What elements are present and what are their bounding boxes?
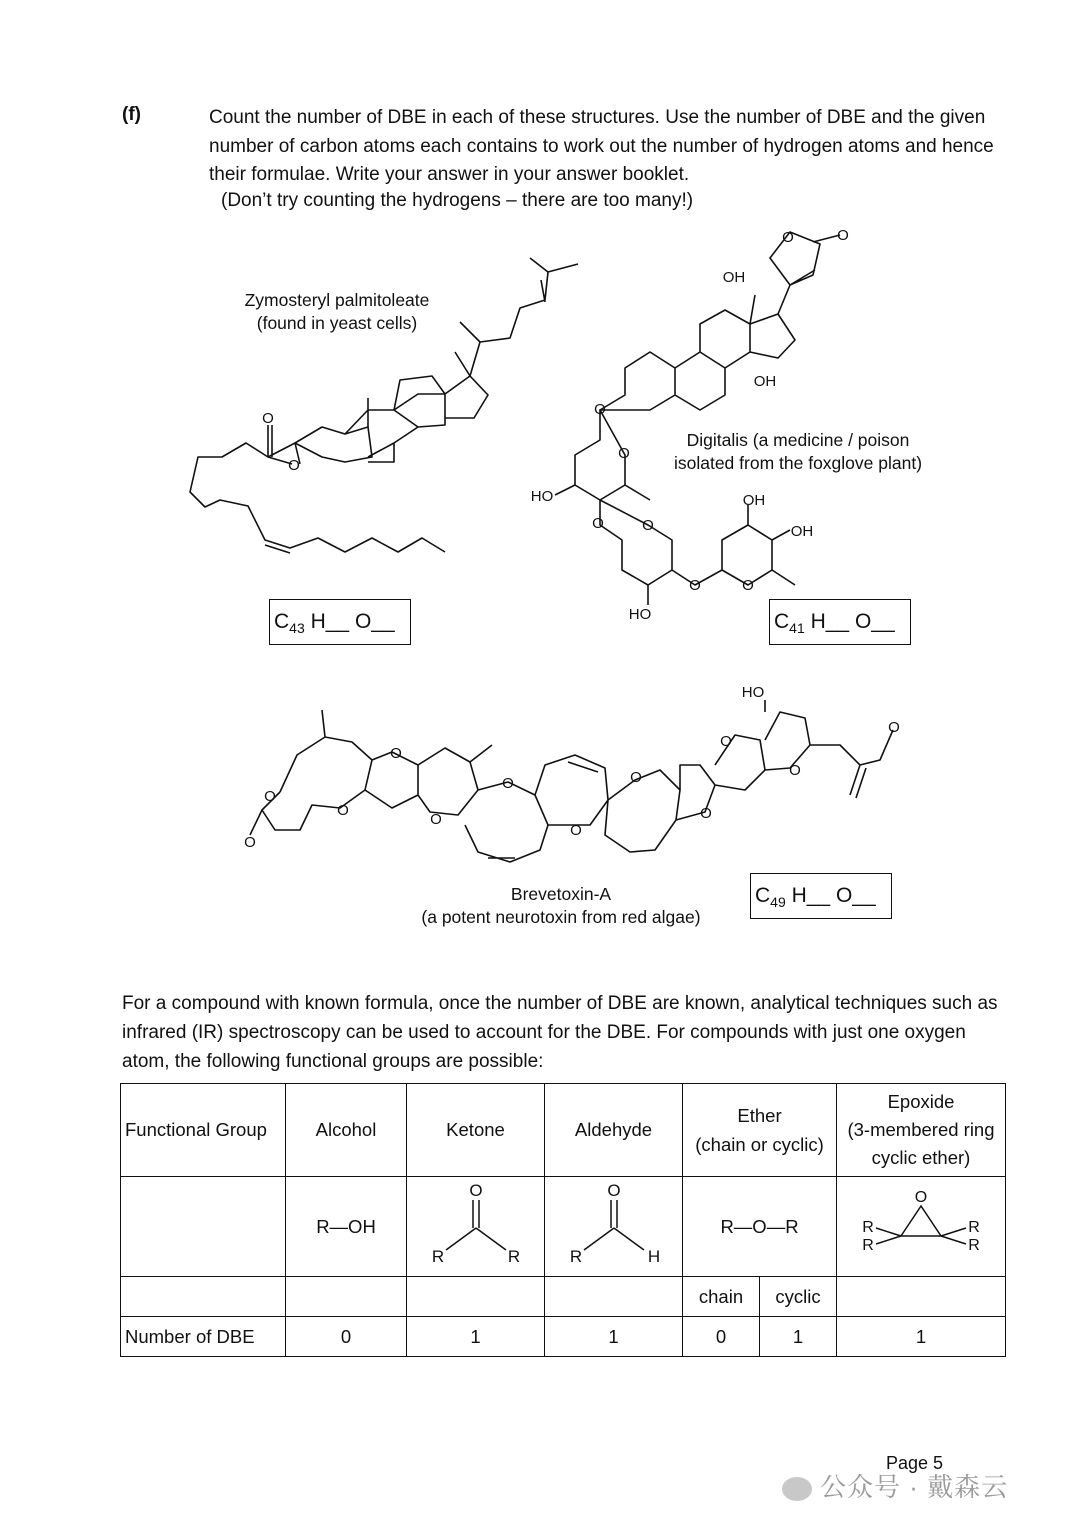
- dig-ho2: HO: [628, 606, 652, 623]
- dig-oh3: OH: [742, 492, 766, 509]
- zymo-formula-box: $C_{43}$ H__ O__: [269, 599, 411, 645]
- dig-oh2: OH: [753, 373, 777, 390]
- svg-text:R: R: [968, 1219, 980, 1236]
- brev-o1: O: [264, 788, 276, 805]
- question-note: (Don’t try counting the hydrogens – there are too many!): [221, 190, 694, 211]
- svg-text:O: O: [914, 1189, 928, 1206]
- digitalis-formula-box: $C_{41}$ H__ O__: [769, 599, 911, 645]
- dbe-aldehyde: 1: [545, 1317, 683, 1357]
- header-ketone: Ketone: [407, 1084, 545, 1177]
- brev-o11: O: [789, 762, 801, 779]
- zymo-side-chain: [460, 258, 578, 376]
- dig-oh1: OH: [722, 269, 746, 286]
- svg-text:R: R: [862, 1237, 874, 1254]
- dig-ho1: HO: [530, 488, 554, 505]
- svg-text:O: O: [606, 1181, 621, 1200]
- functional-group-table: [120, 1083, 1006, 1357]
- brev-o9: O: [700, 805, 712, 822]
- zymo-ester: [190, 425, 445, 553]
- svg-text:R: R: [569, 1247, 582, 1266]
- brev-o10: O: [720, 733, 732, 750]
- epoxide-diagram: [846, 1184, 996, 1264]
- brev-ho: HO: [741, 684, 765, 701]
- question-label: (f): [122, 104, 141, 125]
- dig-o8: O: [837, 227, 849, 244]
- zymo-caption: [226, 289, 448, 335]
- table-row: [121, 1317, 1006, 1357]
- header-aldehyde: Aldehyde: [545, 1084, 683, 1177]
- zymo-name: Zymosteryl palmitoleate: [244, 290, 430, 310]
- intro-paragraph: For a compound with known formula, once the number of DBE are known, analytical techniques such as infrared (IR) spectroscopy can be used to account for the DBE. For compounds with just one oxygen atom, the following functional groups are possible:: [122, 993, 998, 1072]
- header-alcohol: Alcohol: [286, 1084, 407, 1177]
- dbe-label: Number of DBE: [121, 1317, 286, 1357]
- dig-o5: O: [689, 577, 701, 594]
- watermark: 公众号 · 戴森云: [782, 1467, 1008, 1504]
- header-functional-group: Functional Group: [121, 1084, 286, 1177]
- zymo-o1: O: [262, 410, 274, 427]
- zymo-desc: (found in yeast cells): [256, 313, 418, 333]
- epoxide-structure: [837, 1177, 1006, 1277]
- svg-text:R: R: [507, 1247, 520, 1266]
- header-ether: Ether (chain or cyclic): [683, 1084, 837, 1177]
- alcohol-structure: R—OH: [286, 1177, 407, 1277]
- dbe-epoxide: 1: [837, 1317, 1006, 1357]
- dbe-ether-chain: 0: [683, 1317, 760, 1357]
- brev-o8: O: [630, 769, 642, 786]
- svg-text:R: R: [968, 1237, 980, 1254]
- zymo-skeleton: [345, 352, 488, 462]
- subheader-chain: chain: [683, 1277, 760, 1317]
- digitalis-name: Digitalis (a medicine / poison: [686, 430, 910, 450]
- brevetoxin-name: Brevetoxin-A: [510, 884, 612, 904]
- aldehyde-structure: [545, 1177, 683, 1277]
- dig-oh4: OH: [790, 523, 814, 540]
- svg-text:O: O: [468, 1181, 483, 1200]
- header-epoxide: Epoxide (3-membered ring cyclic ether): [837, 1084, 1006, 1177]
- page-number: Page 5: [886, 1453, 944, 1473]
- ketone-diagram: [426, 1180, 526, 1268]
- digitalis-caption: [655, 429, 941, 475]
- dbe-ether-cyclic: 1: [760, 1317, 837, 1357]
- dig-o6: O: [742, 577, 754, 594]
- subheader-cyclic: cyclic: [760, 1277, 837, 1317]
- dig-o1: O: [594, 401, 606, 418]
- digitalis-rings: [600, 232, 840, 410]
- brev-o6: O: [502, 775, 514, 792]
- digitalis-desc: isolated from the foxglove plant): [673, 453, 923, 473]
- brev-o7: O: [570, 822, 582, 839]
- brevetoxin-desc: (a potent neurotoxin from red algae): [421, 907, 701, 927]
- brevetoxin-caption: [398, 883, 724, 929]
- ketone-structure: [407, 1177, 545, 1277]
- ether-structure: R—O—R: [683, 1177, 837, 1277]
- zymo-ring-a: [295, 427, 372, 462]
- zymo-o2: O: [288, 457, 300, 474]
- dig-o4: O: [642, 517, 654, 534]
- brev-o2: O: [244, 834, 256, 851]
- dbe-alcohol: 0: [286, 1317, 407, 1357]
- table-row: [121, 1177, 1006, 1277]
- svg-text:H: H: [647, 1247, 660, 1266]
- dig-o3: O: [592, 515, 604, 532]
- brev-o5: O: [430, 811, 442, 828]
- dbe-ketone: 1: [407, 1317, 545, 1357]
- dig-o2: O: [618, 445, 630, 462]
- dig-o7: O: [782, 229, 794, 246]
- question-text: Count the number of DBE in each of these structures. Use the number of DBE and the given number of carbon atoms each contains to work out the number of hydrogen atoms and hence their formulae. Write your answer in your answer booklet.: [209, 107, 994, 185]
- brev-o3: O: [337, 802, 349, 819]
- table-row: [121, 1084, 1006, 1177]
- wechat-icon: [782, 1477, 812, 1501]
- table-row: [121, 1277, 1006, 1317]
- brev-o4: O: [390, 745, 402, 762]
- aldehyde-diagram: [564, 1180, 664, 1268]
- svg-text:R: R: [862, 1219, 874, 1236]
- brevetoxin-formula-box: $C_{49}$ H__ O__: [750, 873, 892, 919]
- svg-text:R: R: [431, 1247, 444, 1266]
- brev-o12: O: [888, 719, 900, 736]
